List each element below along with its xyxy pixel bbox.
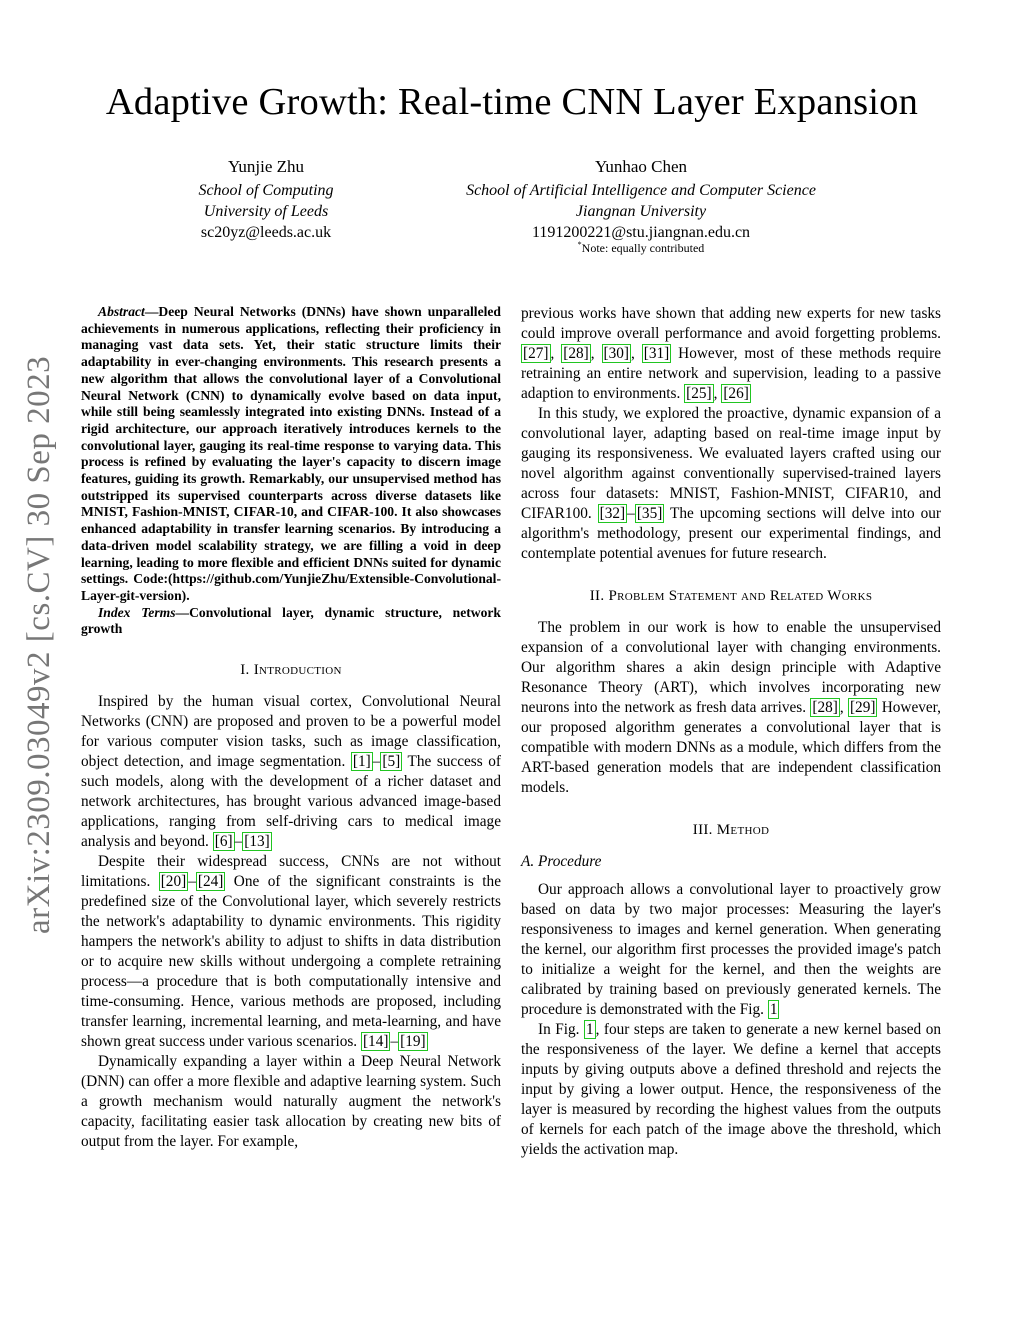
index-terms-label: Index Terms	[98, 604, 176, 620]
figure-link[interactable]: 1	[585, 1021, 594, 1038]
author-institution: University of Leeds	[203, 203, 329, 220]
citation-link[interactable]: [26]	[723, 385, 749, 402]
citation-link[interactable]: [5]	[382, 753, 401, 771]
paragraph: previous works have shown that adding new experts for new tasks could improve overall performance and avoid forgetting problems. [27] , [28] , [30] , [31] However, most of these methods require retraining an entire network and supervision, leading to a passive adaption to environments. [25] , [26]	[521, 305, 942, 402]
citation-link[interactable]: [20]	[160, 873, 187, 891]
citation-link[interactable]: [35]	[636, 505, 663, 522]
citation-link[interactable]: [27]	[523, 345, 549, 362]
figure-link[interactable]: 1	[769, 1001, 778, 1018]
author-affiliation: School of Computing	[198, 182, 334, 199]
author-institution: Jiangnan University	[575, 203, 707, 220]
index-terms-text: Convolutional layer, dynamic structure, network growth	[81, 604, 501, 637]
citation-link[interactable]: [28]	[812, 699, 838, 716]
paragraph: Dynamically expanding a layer within a Deep Neural Network (DNN) can offer a more flexible and adaptive learning system. Such a growth mechanism would naturally augment the network's capacity, facilitating easier task allocation by creating new bits of output from the layer. For example,	[81, 1053, 501, 1151]
citation-link[interactable]: [30]	[603, 345, 630, 362]
paragraph: In Fig. 1 , four steps are taken to generate a new kernel based on the responsiveness of the layer. We define a kernel that accepts inputs by giving outputs above a defined threshold and rejects the input by giving a lower output. Hence, the responsiveness of the layer is measured by recording the highest values from the outputs of kernels for each patch of the image above the threshold, which yields the activation map.	[521, 1021, 941, 1158]
note-text: Note: equally contributed	[581, 241, 705, 255]
author-block-1	[150, 156, 382, 243]
author-name: Yunhao Chen	[594, 157, 688, 176]
citation-link[interactable]: [28]	[563, 345, 589, 362]
citation-link[interactable]: [19]	[400, 1033, 426, 1051]
citation-link[interactable]: [25]	[686, 385, 712, 402]
paragraph: Despite their widespread success, CNNs are not without limitations. [20] – [24] One of the significant constraints is the predefined size of the Convolutional layer, which severely restricts the network's adaptability to dynamic environments. This rigidity hampers the network's ability to adjust to shifts in data distribution or to acquire new skills without undergoing a complete retraining process—a procedure that is both computationally intensive and time-consuming. Hence, various methods are proposed, including transfer learning, incremental learning, and meta-learning, and have shown great success under various scenarios. [14] – [19]	[81, 853, 501, 1051]
paragraph: The problem in our work is how to enable the unsupervised expansion of a convolutional layer with changing environments. Our algorithm shares a akin design principle with Adaptive Resonance Theory (ART), which involves incorporating new neurons into the network as fresh data arrives. [28] , [29] However, our proposed algorithm generates a convolutional layer that is compatible with modern DNNs as a module, which differs from the ART-based generation models that are independent classification models.	[521, 619, 941, 796]
paragraph: In this study, we explored the proactive, dynamic expansion of a convolutional layer, adapting based on real-time image input by gauging its responsiveness. We evaluated layers crafted using our novel algorithm against conventionally supervised-trained layers across four datasets: MNIST, Fashion-MNIST, CIFAR10, and CIFAR100. [32] – [35] The upcoming sections will delve into our algorithm's methodology, present our experimental findings, and contemplate potential avenues for future research.	[521, 405, 941, 562]
citation-link[interactable]: [6]	[214, 833, 233, 851]
left-column	[81, 304, 501, 1152]
abstract-label: Abstract	[98, 304, 145, 319]
arxiv-identifier: arXiv:2309.03049v2 [cs.CV] 30 Sep 2023	[21, 355, 57, 935]
section-heading-problem-statement: II. Problem Statement and Related Works	[589, 588, 873, 604]
equal-contribution-note	[440, 240, 842, 256]
note-mark: *	[577, 240, 582, 249]
citation-link[interactable]: [31]	[643, 345, 670, 362]
author-block-2	[440, 156, 842, 243]
paragraph: Inspired by the human visual cortex, Convolutional Neural Networks (CNN) are proposed and proven to be a powerful model for various computer vision tasks, such as image classification, object detection, and image segmentation. [1] – [5] The success of such models, along with the development of a richer dataset and network architectures, has brought various advanced image-based applications, ranging from self-driving cars to medical image analysis and beyond. [6] – [13]	[81, 693, 501, 851]
citation-link[interactable]: [13]	[244, 833, 270, 851]
paragraph: Our approach allows a convolutional layer to proactively grow based on data by two major processes: Measuring the layer's responsiveness to images and kernel generation. When generating the kernel, our algorithm first processes the provided image's patch to initialize a weight for the kernel, and then the weights are calibrated by training based on previously generated kernels. The procedure is demonstrated with the Fig. 1	[521, 881, 941, 1018]
abstract: Abstract—Deep Neural Networks (DNNs) have shown unparalleled achievements in numerous applications, reflecting their proficiency in managing vast data sets. Yet, their static structure limits their adaptability in ever-changing environments. This research presents a new algorithm that allows the convolutional layer of a Convolutional Neural Network (CNN) to dynamically evolve based on data input, while still being seamlessly integrated into existing DNNs. Instead of a rigid architecture, our approach iteratively introduces kernels to the convolutional layer, gauging its real-time response to varying data. This process is refined by evaluating the layer's capacity to discern image features, guiding its growth. Remarkably, our unsupervised method has outstripped its supervised counterparts across diverse datasets like MNIST, Fashion-MNIST, CIFAR-10, and CIFAR-100. It also showcases enhanced adaptability in transfer learning scenarios. By introducing a data-driven model scalability strategy, we are filling a void in deep learning, leading to more flexible and efficient DNNs suited for dynamic settings. Code:(https://github.com/YunjieZhu/Extensible-Convolutional-Layer-git-version). Index Terms—Convolutional layer, dynamic structure, network growth	[81, 304, 501, 637]
author-name: Yunjie Zhu	[227, 157, 305, 176]
author-email: sc20yz@leeds.ac.uk	[200, 224, 332, 241]
author-email: 1191200221@stu.jiangnan.edu.cn	[531, 224, 751, 241]
citation-link[interactable]: [1]	[352, 753, 371, 771]
citation-link[interactable]: [32]	[599, 505, 626, 522]
subsection-heading-procedure: A. Procedure	[521, 853, 602, 870]
section-heading-introduction: I. Introduction	[240, 662, 342, 679]
abstract-text: Deep Neural Networks (DNNs) have shown unparalleled achievements in numerous applications, reflecting their proficiency in managing vast data sets. Yet, their static structure limits their adaptability in ever-changing environments. This research presents a new algorithm that allows the convolutional layer of a Convolutional Neural Network (CNN) to dynamically evolve based on data input, while still being seamlessly integrated into existing DNNs. Instead of a rigid architecture, our approach iteratively introduces kernels to the convolutional layer, gauging its real-time response to varying data. This process is refined by evaluating the layer's capacity to discern image features, guiding its growth. Remarkably, our unsupervised method has outstripped its supervised counterparts across diverse datasets like MNIST, Fashion-MNIST, CIFAR-10, and CIFAR-100. It also showcases enhanced adaptability in transfer learning scenarios. By introducing a data-driven model scalability strategy, we are filling a void in deep learning, leading to more flexible and efficient DNNs suited for dynamic settings. Code:(https://github.com/YunjieZhu/Extensible-Convolutional-Layer-git-version).	[81, 304, 501, 603]
paper-title: Adaptive Growth: Real-time CNN Layer Expansion	[105, 81, 919, 123]
right-column	[521, 304, 941, 1160]
citation-link[interactable]: [14]	[362, 1033, 389, 1051]
section-heading-method: III. Method	[692, 822, 770, 838]
citation-link[interactable]: [24]	[197, 873, 224, 891]
citation-link[interactable]: [29]	[849, 699, 876, 716]
author-affiliation: School of Artificial Intelligence and Computer Science	[466, 182, 816, 199]
